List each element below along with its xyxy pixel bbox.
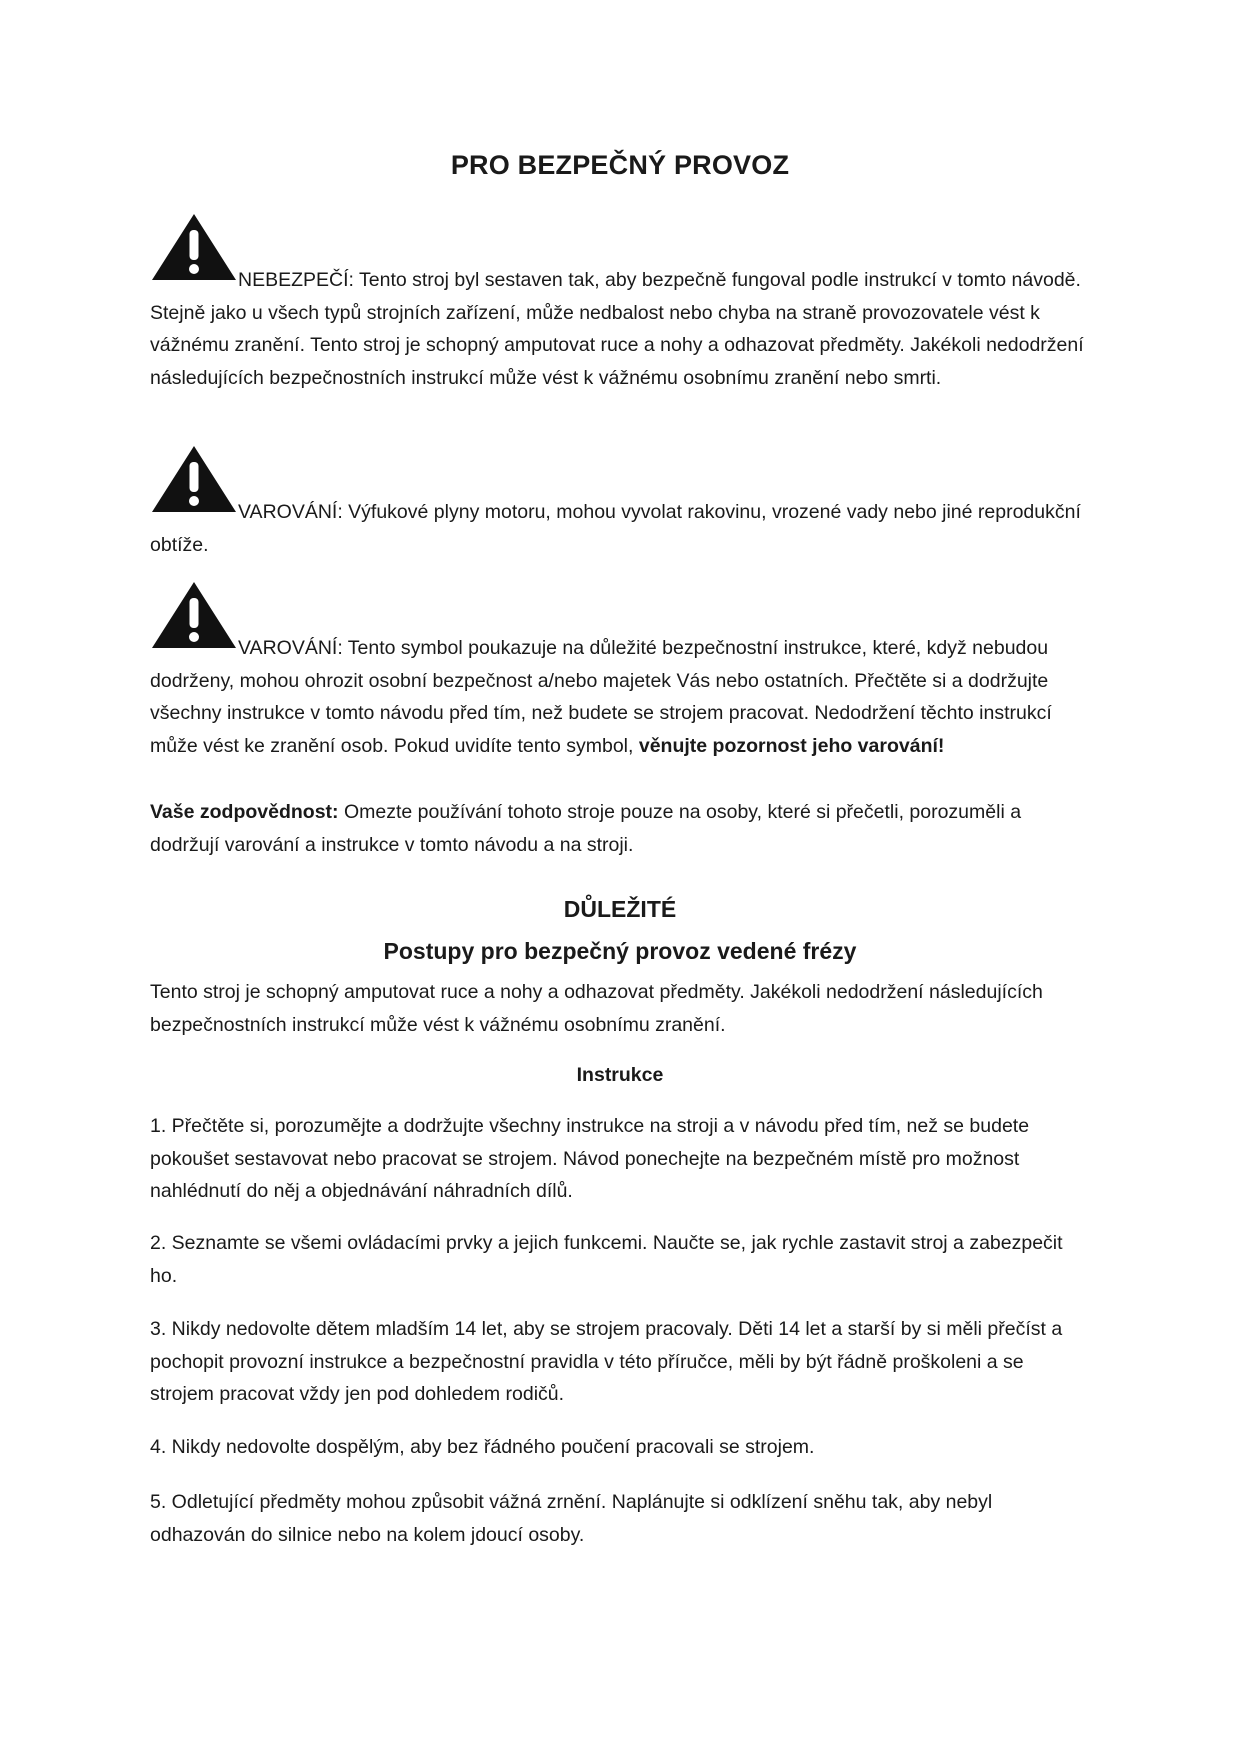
instruction-item-3: 3. Nikdy nedovolte dětem mladším 14 let, aby se strojem pracovaly. Děti 14 let a starší by si měli přečíst a pochopit provozní instrukce a bezpečnostní pravidla v této příručce, měli by být řádně proškoleni a se strojem pracovat vždy jen pod dohledem rodičů. bbox=[150, 1318, 1063, 1405]
danger-warning-text: NEBEZPEČÍ: Tento stroj byl sestaven tak, aby bezpečně fungoval podle instrukcí v tomto návodě. Stejně jako u všech typů strojních zařízení, může nedbalost nebo chyba na straně provozovatele vést k vážnému zranění. Tento stroj je schopný amputovat ruce a nohy a odhazovat předměty. Jakékoli nedodržení následujících bezpečnostních instrukcí může vést k vážnému osobnímu zranění nebo smrti. bbox=[150, 269, 1084, 389]
responsibility-text: Omezte používání tohoto stroje pouze na osoby, které si přečetli, porozuměli a dodržují varování a instrukce v tomto návodu a na stroji. bbox=[150, 801, 1022, 856]
important-heading: DŮLEŽITÉ bbox=[563, 896, 677, 922]
symbol-warning-text: VAROVÁNÍ: Tento symbol poukazuje na důležité bezpečnostní instrukce, které, když nebudou dodrženy, mohou ohrozit osobní bezpečnost a/nebo majetek Vás nebo ostatních. Přečtěte si a dodržujte všechny instrukce v tomto návodu před tím, než budete se strojem pracovat. Nedodržení těchto instrukcí může vést ke zranění osob. Pokud uvidíte tento symbol, bbox=[150, 637, 1052, 757]
instruction-item-1: 1. Přečtěte si, porozumějte a dodržujte všechny instrukce na stroji a v návodu před tím, než se budete pokoušet sestavovat nebo pracovat se strojem. Návod ponechejte na bezpečném místě pro možnost nahlédnutí do něj a objednávání náhradních dílů. bbox=[150, 1115, 1030, 1202]
symbol-warning-bold: věnujte pozornost jeho varování! bbox=[638, 734, 945, 757]
important-intro: Tento stroj je schopný amputovat ruce a nohy a odhazovat předměty. Jakékoli nedodržení následujících bezpečnostních instrukcí může vést k vážnému osobnímu zranění. bbox=[150, 981, 1043, 1036]
responsibility-paragraph bbox=[150, 796, 1090, 861]
important-subheading: Postupy pro bezpečný provoz vedené frézy bbox=[383, 938, 857, 964]
instructions-heading: Instrukce bbox=[576, 1064, 664, 1086]
responsibility-label: Vaše zodpovědnost: bbox=[150, 801, 339, 823]
page-title: PRO BEZPEČNÝ PROVOZ bbox=[450, 150, 790, 180]
instruction-item-2: 2. Seznamte se všemi ovládacími prvky a jejich funkcemi. Naučte se, jak rychle zastavit stroj a zabezpečit ho. bbox=[150, 1232, 1063, 1287]
instruction-item-4: 4. Nikdy nedovolte dospělým, aby bez řádného poučení pracovali se strojem. bbox=[150, 1436, 815, 1458]
exhaust-warning-text: VAROVÁNÍ: Výfukové plyny motoru, mohou vyvolat rakovinu, vrozené vady nebo jiné reprodukční obtíže. bbox=[150, 501, 1081, 556]
instruction-item-5: 5. Odletující předměty mohou způsobit vážná zrnění. Naplánujte si odklízení sněhu tak, aby nebyl odhazován do silnice nebo na kolem jdoucí osoby. bbox=[150, 1491, 993, 1546]
